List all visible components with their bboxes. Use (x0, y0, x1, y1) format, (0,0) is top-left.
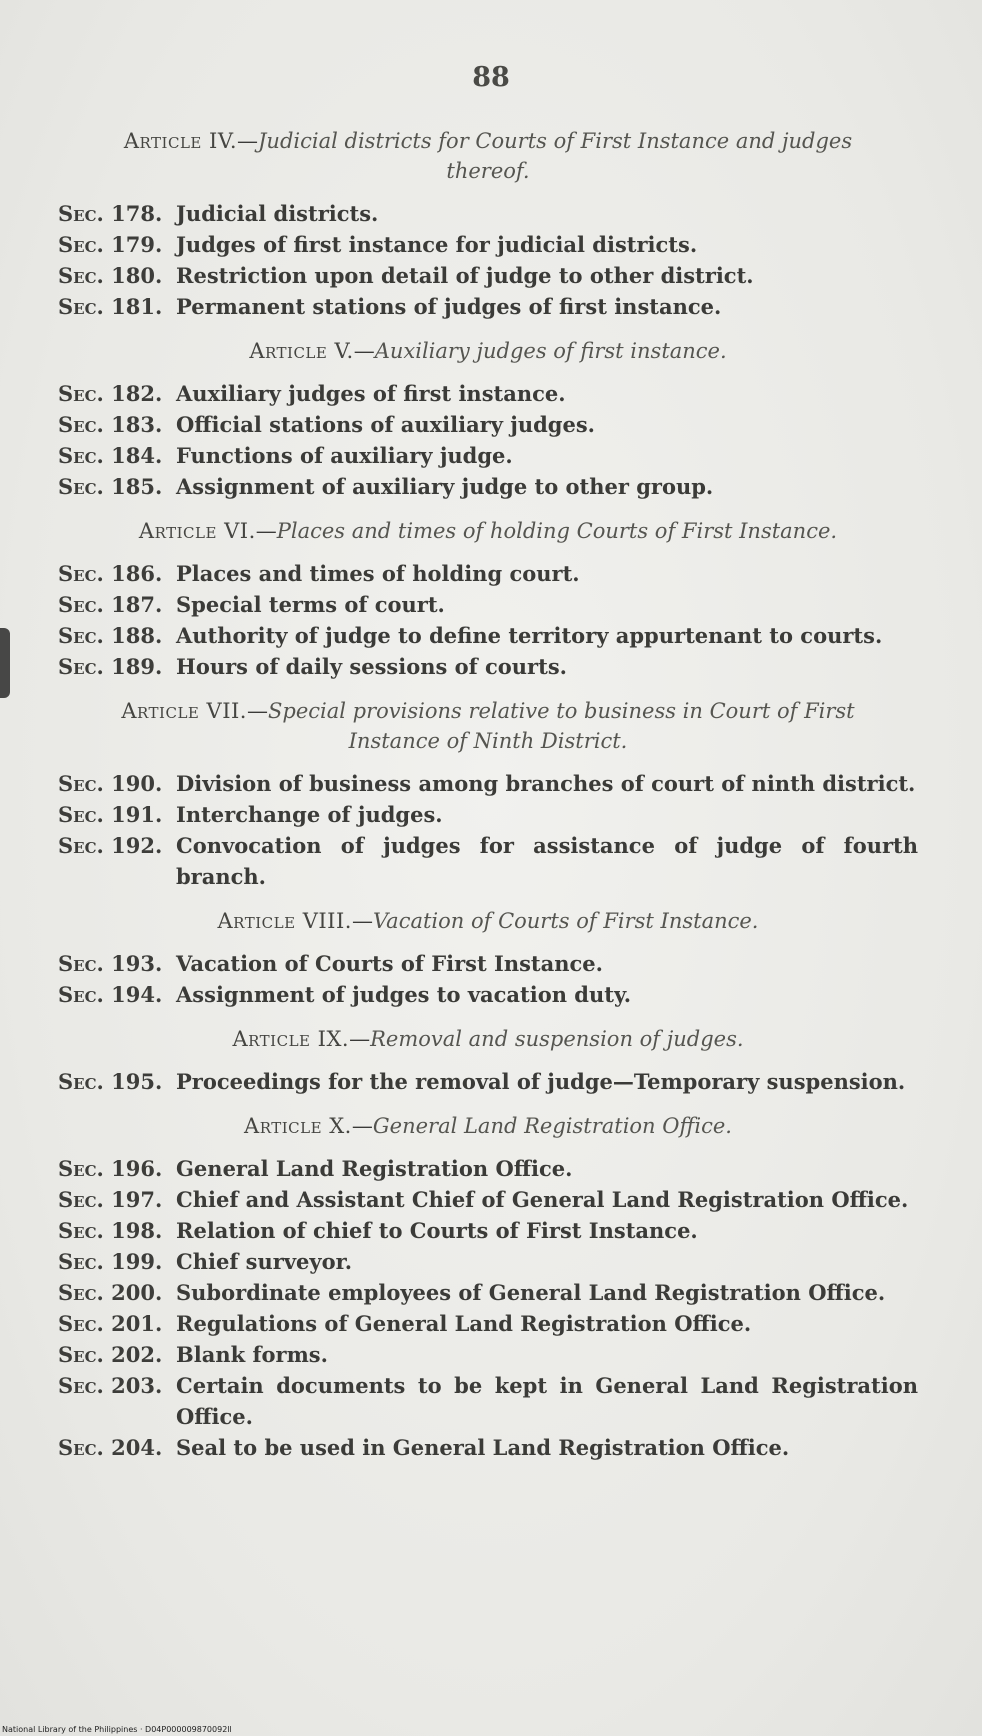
article-label: Article IV. (123, 129, 238, 153)
section-prefix: Sec. (58, 1069, 104, 1094)
section-num-value: 198. (111, 1218, 163, 1243)
table-of-contents (58, 112, 918, 1463)
section-entry (58, 651, 918, 682)
section-entry (58, 558, 918, 589)
article-label: Article V. (249, 339, 354, 363)
section-num-value: 183. (111, 412, 163, 437)
section-prefix: Sec. (58, 592, 104, 617)
binding-edge-mark (0, 628, 10, 698)
section-title: Convocation of judges for assistance of judge of fourth branch. (176, 833, 918, 889)
section-prefix: Sec. (58, 561, 104, 586)
section-title: Assignment of auxiliary judge to other group. (176, 474, 714, 499)
section-title: Official stations of auxiliary judges. (176, 412, 595, 437)
section-num-value: 187. (111, 592, 163, 617)
section-title: Vacation of Courts of First Instance. (176, 951, 603, 976)
section-num-value: 199. (111, 1249, 163, 1274)
section-prefix: Sec. (58, 1373, 104, 1398)
section-prefix: Sec. (58, 1218, 104, 1243)
section-number (58, 1184, 176, 1215)
article-heading (58, 906, 918, 936)
section-prefix: Sec. (58, 1156, 104, 1181)
section-number (58, 378, 176, 409)
section-title: Judges of first instance for judicial districts. (176, 232, 698, 257)
section-num-value: 190. (111, 771, 163, 796)
section-number (58, 471, 176, 502)
section-prefix: Sec. (58, 412, 104, 437)
section-num-value: 195. (111, 1069, 163, 1094)
section-number (58, 1153, 176, 1184)
section-title: Authority of judge to define territory appurtenant to courts. (176, 623, 883, 648)
section-num-value: 179. (111, 232, 163, 257)
section-entry (58, 1432, 918, 1463)
section-num-value: 204. (111, 1435, 163, 1460)
section-num-value: 194. (111, 982, 163, 1007)
section-num-value: 202. (111, 1342, 163, 1367)
section-title: Permanent stations of judges of first instance. (176, 294, 722, 319)
section-number (58, 651, 176, 682)
section-title: Subordinate employees of General Land Registration Office. (176, 1280, 886, 1305)
section-title: Regulations of General Land Registration Office. (176, 1311, 752, 1336)
section-number (58, 1339, 176, 1370)
section-title: Assignment of judges to vacation duty. (176, 982, 632, 1007)
section-entry (58, 409, 918, 440)
section-entry (58, 979, 918, 1010)
section-entry (58, 440, 918, 471)
section-title: General Land Registration Office. (176, 1156, 573, 1181)
section-entry (58, 799, 918, 830)
article-dash: — (246, 699, 268, 723)
article-dash: — (349, 1027, 371, 1051)
section-entry (58, 1184, 918, 1215)
section-num-value: 192. (111, 833, 163, 858)
section-entry (58, 378, 918, 409)
section-title: Special terms of court. (176, 592, 445, 617)
section-title: Hours of daily sessions of courts. (176, 654, 567, 679)
article-label: Article VIII. (217, 909, 352, 933)
section-prefix: Sec. (58, 1187, 104, 1212)
section-entry (58, 620, 918, 651)
section-entry (58, 1215, 918, 1246)
article-dash: — (237, 129, 259, 153)
article-title: Special provisions relative to business in Court of First Instance of Ninth District. (267, 699, 855, 753)
article-title: Places and times of holding Courts of First Instance. (276, 519, 838, 543)
article-heading (58, 696, 918, 756)
section-prefix: Sec. (58, 1280, 104, 1305)
section-title: Certain documents to be kept in General Land Registration Office. (176, 1373, 918, 1429)
section-entry (58, 1370, 918, 1432)
section-entry (58, 1308, 918, 1339)
section-number (58, 1370, 176, 1401)
section-number (58, 198, 176, 229)
section-num-value: 188. (111, 623, 163, 648)
section-title: Functions of auxiliary judge. (176, 443, 513, 468)
section-number (58, 409, 176, 440)
section-prefix: Sec. (58, 201, 104, 226)
section-prefix: Sec. (58, 833, 104, 858)
article-title: Auxiliary judges of first instance. (374, 339, 727, 363)
page-number: 88 (472, 62, 510, 93)
section-prefix: Sec. (58, 654, 104, 679)
section-prefix: Sec. (58, 802, 104, 827)
section-title: Places and times of holding court. (176, 561, 580, 586)
section-num-value: 203. (111, 1373, 163, 1398)
section-number (58, 830, 176, 861)
article-dash: — (351, 909, 373, 933)
article-dash: — (351, 1114, 373, 1138)
section-title: Division of business among branches of court of ninth district. (176, 771, 916, 796)
section-title: Restriction upon detail of judge to other district. (176, 263, 754, 288)
article-dash: — (353, 339, 375, 363)
section-number (58, 1215, 176, 1246)
section-prefix: Sec. (58, 443, 104, 468)
section-number (58, 1066, 176, 1097)
section-num-value: 182. (111, 381, 163, 406)
section-num-value: 178. (111, 201, 163, 226)
section-prefix: Sec. (58, 232, 104, 257)
article-title: General Land Registration Office. (372, 1114, 732, 1138)
section-prefix: Sec. (58, 1435, 104, 1460)
article-dash: — (255, 519, 277, 543)
section-num-value: 200. (111, 1280, 163, 1305)
section-num-value: 185. (111, 474, 163, 499)
article-heading (58, 336, 918, 366)
section-num-value: 191. (111, 802, 163, 827)
section-prefix: Sec. (58, 623, 104, 648)
section-prefix: Sec. (58, 1249, 104, 1274)
section-title: Seal to be used in General Land Registration Office. (176, 1435, 790, 1460)
section-number (58, 799, 176, 830)
section-number (58, 260, 176, 291)
section-number (58, 558, 176, 589)
section-number (58, 1432, 176, 1463)
section-number (58, 768, 176, 799)
article-title: Judicial districts for Courts of First Instance and judges thereof. (258, 129, 853, 183)
section-entry (58, 471, 918, 502)
article-heading (58, 1111, 918, 1141)
section-prefix: Sec. (58, 263, 104, 288)
section-number (58, 1308, 176, 1339)
section-prefix: Sec. (58, 982, 104, 1007)
section-number (58, 620, 176, 651)
article-label: Article IX. (232, 1027, 350, 1051)
section-num-value: 201. (111, 1311, 163, 1336)
article-label: Article VII. (121, 699, 247, 723)
section-entry (58, 198, 918, 229)
article-title: Removal and suspension of judges. (370, 1027, 744, 1051)
section-number (58, 979, 176, 1010)
section-entry (58, 948, 918, 979)
section-entry (58, 1066, 918, 1097)
section-entry (58, 1153, 918, 1184)
section-title: Auxiliary judges of first instance. (176, 381, 566, 406)
archive-footer: National Library of the Philippines · D04P000009870092ll (2, 1725, 232, 1734)
section-number (58, 589, 176, 620)
section-entry (58, 229, 918, 260)
section-num-value: 196. (111, 1156, 163, 1181)
section-title: Relation of chief to Courts of First Instance. (176, 1218, 698, 1243)
section-entry (58, 1339, 918, 1370)
section-num-value: 180. (111, 263, 163, 288)
section-prefix: Sec. (58, 1342, 104, 1367)
section-prefix: Sec. (58, 1311, 104, 1336)
section-prefix: Sec. (58, 951, 104, 976)
section-entry (58, 830, 918, 892)
article-heading (58, 126, 918, 186)
article-label: Article X. (244, 1114, 352, 1138)
section-entry (58, 768, 918, 799)
section-num-value: 181. (111, 294, 163, 319)
section-title: Blank forms. (176, 1342, 328, 1367)
section-number (58, 440, 176, 471)
section-num-value: 186. (111, 561, 163, 586)
section-entry (58, 291, 918, 322)
section-title: Judicial districts. (176, 201, 379, 226)
article-label: Article VI. (138, 519, 256, 543)
section-number (58, 1277, 176, 1308)
article-title: Vacation of Courts of First Instance. (372, 909, 759, 933)
section-entry (58, 589, 918, 620)
section-number (58, 948, 176, 979)
section-title: Interchange of judges. (176, 802, 443, 827)
section-title: Chief surveyor. (176, 1249, 353, 1274)
section-prefix: Sec. (58, 294, 104, 319)
section-prefix: Sec. (58, 771, 104, 796)
section-title: Proceedings for the removal of judge—Temporary suspension. (176, 1069, 906, 1094)
section-number (58, 229, 176, 260)
section-prefix: Sec. (58, 381, 104, 406)
section-num-value: 193. (111, 951, 163, 976)
section-num-value: 189. (111, 654, 163, 679)
section-entry (58, 260, 918, 291)
section-number (58, 1246, 176, 1277)
section-title: Chief and Assistant Chief of General Land Registration Office. (176, 1187, 909, 1212)
section-prefix: Sec. (58, 474, 104, 499)
article-heading (58, 1024, 918, 1054)
section-entry (58, 1277, 918, 1308)
section-num-value: 184. (111, 443, 163, 468)
section-num-value: 197. (111, 1187, 163, 1212)
article-heading (58, 516, 918, 546)
section-entry (58, 1246, 918, 1277)
section-number (58, 291, 176, 322)
